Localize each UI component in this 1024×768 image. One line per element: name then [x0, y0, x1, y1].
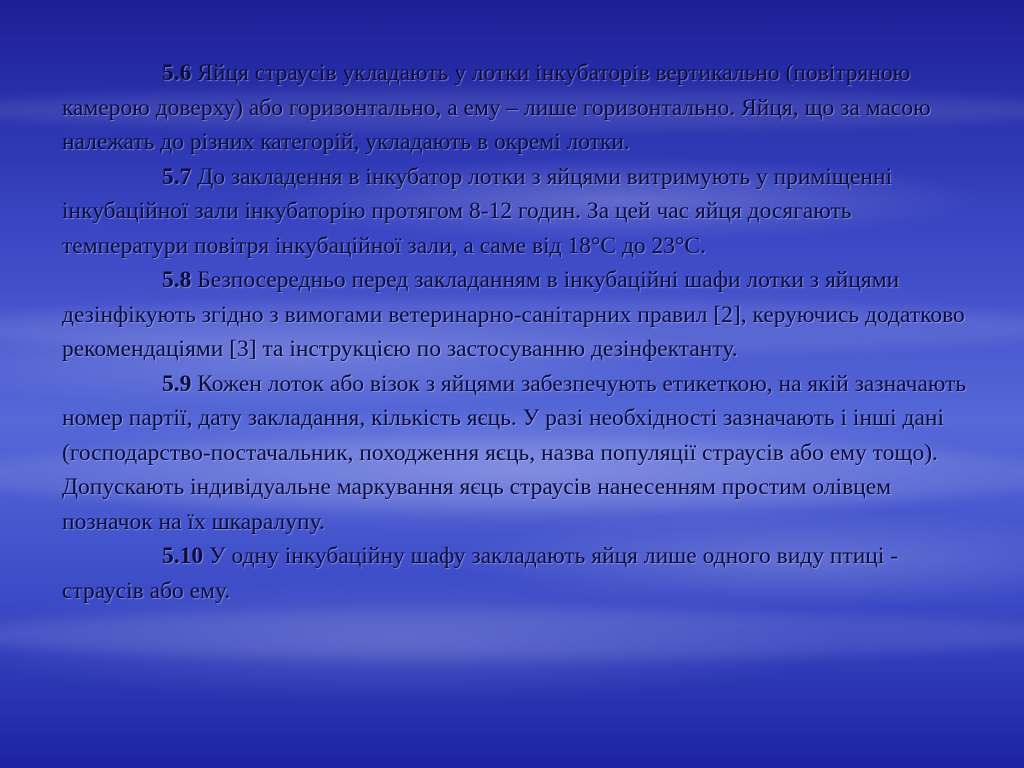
cloud-decoration [0, 610, 1024, 660]
section-number: 5.9 [162, 370, 192, 397]
paragraph-text: Безпосередньо перед закладанням в інкубаційні шафи лотки з яйцями дезінфікують згідно з вимогами ветеринарно-санітарних правил [2], керуючись додатково рекомендаціями [3] та інструкцією по застосуванню дезінфектанту. [62, 267, 965, 362]
paragraph-text: Яйця страусів укладають у лотки інкубаторів вертикально (повітряною камерою доверху) або горизонтально, а ему – лише горизонтально. Яйця, що за масою належать до різних категорій, укладають в окремі лотки. [62, 60, 931, 155]
paragraph-text: Кожен лоток або візок з яйцями забезпечують етикеткою, на якій зазначають номер партії, дату закладання, кількість яєць. У разі необхідності зазначають і інші дані (господарство-постачальник, походження яєць, назва популяції страусів або ему тощо). Допускають індивідуальне маркування яєць страусів нанесенням простим олівцем позначок на їх шкаралупу. [62, 370, 967, 535]
slide-text-body [62, 56, 967, 608]
section-number: 5.7 [162, 163, 192, 190]
paragraph-5-10 [62, 539, 967, 608]
paragraph-5-6 [62, 56, 967, 160]
paragraph-5-9 [62, 367, 967, 540]
paragraph-text: До закладення в інкубатор лотки з яйцями витримують у приміщенні інкубаційної зали інкубаторію протягом 8-12 годин. За цей час яйця досягають температури повітря інкубаційної зали, а саме від 18°С до 23°С. [62, 163, 893, 259]
section-number: 5.10 [162, 543, 204, 569]
paragraph-5-7 [62, 160, 967, 264]
section-number: 5.6 [162, 60, 192, 86]
paragraph-text: У одну інкубаційну шафу закладають яйця лише одного виду птиці - страусів або ему. [62, 543, 899, 604]
paragraph-5-8 [62, 263, 967, 367]
section-number: 5.8 [162, 267, 192, 293]
